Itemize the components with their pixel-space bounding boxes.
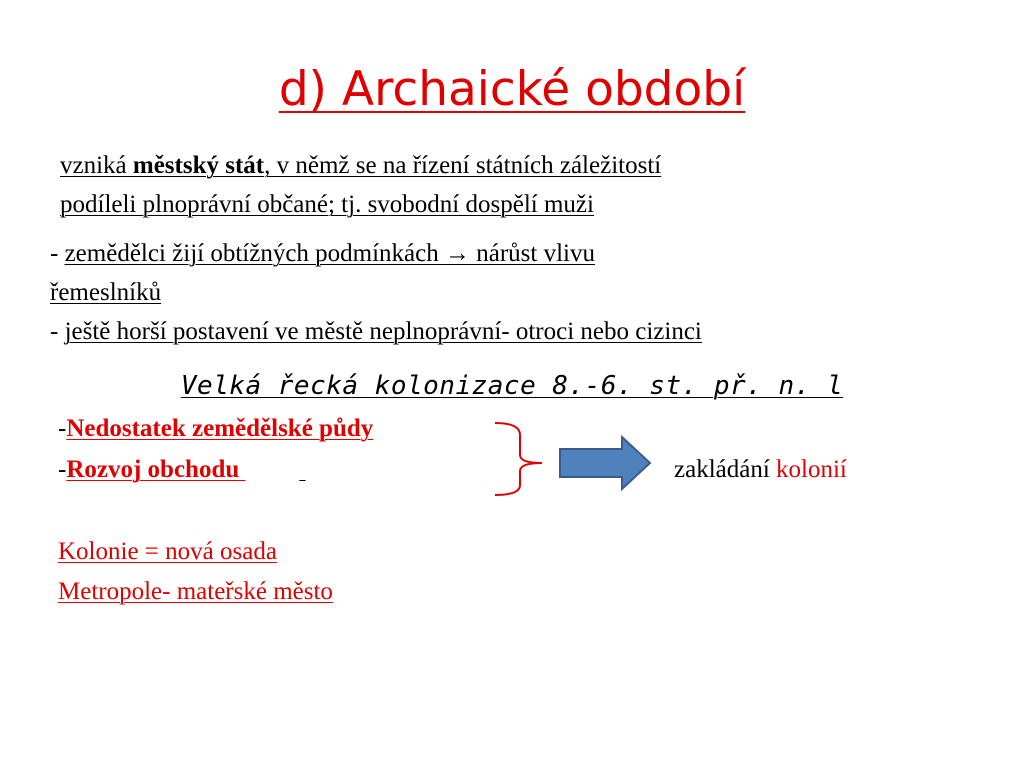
slide-title (0, 62, 1024, 118)
definition-colony: Kolonie = nová osada (58, 538, 277, 565)
bullet-1-line-1: - zemědělci žijí obtížných podmínkách → nárůst vlivu (50, 240, 595, 267)
slide-title-text: d) Archaické období (278, 62, 746, 117)
intro-line-2: podíleli plnoprávní občané; tj. svobodní dospělí muži (60, 191, 594, 218)
bracket-arrow-graphic (490, 415, 670, 505)
intro-bold-term: městský stát (132, 152, 265, 179)
colonization-heading: Velká řecká kolonizace 8.-6. st. př. n. l (180, 371, 844, 401)
right-brace-shape (495, 423, 542, 495)
reason-2: -Rozvoj obchodu (58, 456, 240, 483)
bullet-1-line-2: řemeslníků (50, 279, 162, 306)
reason-1: -Nedostatek zemědělské půdy (58, 415, 374, 442)
bullet-2: - ještě horší postavení ve městě neplnoprávní- otroci nebo cizinci (50, 318, 702, 345)
result-text: zakládání kolonií (674, 456, 847, 483)
right-arrow-shape (560, 437, 650, 489)
definition-metropolis: Metropole- mateřské město (58, 578, 333, 605)
intro-line-1: vzniká městský stát, v němž se na řízení státních záležitostí (60, 152, 662, 179)
